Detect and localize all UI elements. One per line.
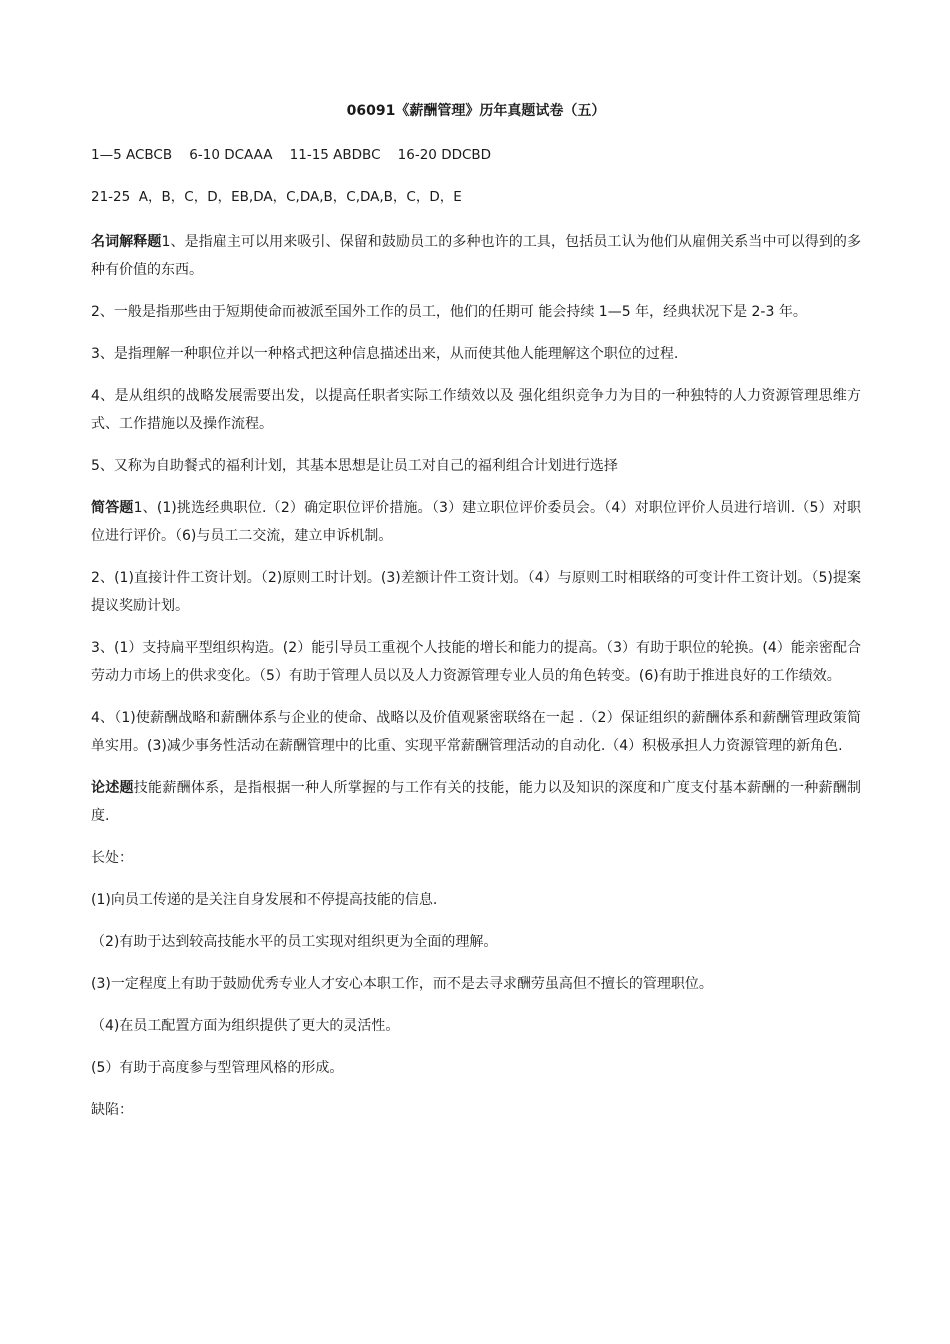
- document-title: 06091《薪酬管理》历年真题试卷（五）: [346, 103, 606, 119]
- short-paragraph-1: [91, 494, 861, 550]
- term-paragraph-4: 4、是从组织的战略发展需要出发，以提高任职者实际工作绩效以及 强化组织竞争力为目的一种独特的人力资源管理思维方式、工作措施以及操作流程。: [91, 388, 861, 432]
- short-paragraph-3: 3、(1）支持扁平型组织构造。(2）能引导员工重视个人技能的增长和能力的提高。（3）有助于职位的轮换。(4）能亲密配合劳动力市场上的供求变化。（5）有助于管理人员以及人力资源管理专业人员的角色转变。(6)有助于推进良好的工作绩效。: [91, 640, 861, 684]
- section-label-essay: 论述题: [91, 780, 134, 796]
- section-label-terms: 名词解释题: [91, 234, 162, 250]
- answer-key-line-1: 1—5 ACBCB 6-10 DCAAA 11-15 ABDBC 16-20 DDCBD: [91, 147, 492, 163]
- section-label-short: 简答题: [91, 500, 134, 516]
- essay-intro-paragraph: [91, 774, 861, 830]
- advantage-item-2: （2)有助于达到较高技能水平的员工实现对组织更为全面的理解。: [91, 934, 498, 950]
- term-paragraph-2: 2、一般是指那些由于短期使命而被派至国外工作的员工，他们的任期可 能会持续 1—5 年，经典状况下是 2-3 年。: [91, 304, 807, 320]
- short-text-1: 1、(1)挑选经典职位.（2）确定职位评价措施。（3）建立职位评价委员会。（4）对职位评价人员进行培训.（5）对职位进行评价。（6)与员工二交流，建立申诉机制。: [91, 500, 862, 544]
- term-paragraph-1: [91, 228, 861, 284]
- disadvantages-label: 缺陷：: [91, 1102, 133, 1118]
- advantage-item-4: （4)在员工配置方面为组织提供了更大的灵活性。: [91, 1018, 400, 1034]
- advantage-item-3: (3)一定程度上有助于鼓励优秀专业人才安心本职工作，而不是去寻求酬劳虽高但不擅长的管理职位。: [91, 976, 713, 992]
- short-paragraph-2: 2、(1)直接计件工资计划。（2)原则工时计划。(3)差额计件工资计划。（4）与原则工时相联络的可变计件工资计划。（5)提案提议奖励计划。: [91, 570, 861, 614]
- term-paragraph-3: 3、是指理解一种职位并以一种格式把这种信息描述出来，从而使其他人能理解这个职位的过程.: [91, 346, 679, 362]
- advantage-item-1: (1)向员工传递的是关注自身发展和不停提高技能的信息.: [91, 892, 438, 908]
- term-paragraph-5: 5、又称为自助餐式的福利计划，其基本思想是让员工对自己的福利组合计划进行选择: [91, 458, 618, 474]
- document-page: [91, 100, 861, 1138]
- short-paragraph-4: 4、（1)使薪酬战略和薪酬体系与企业的使命、战略以及价值观紧密联络在一起 .（2）保证组织的薪酬体系和薪酬管理政策简单实用。(3)减少事务性活动在薪酬管理中的比重、实现平常薪酬管理活动的自动化.（4）积极承担人力资源管理的新角色.: [91, 710, 861, 754]
- answer-key-line-2: 21-25 A，B，C，D，EB,DA，C,DA,B，C,DA,B，C，D，E: [91, 189, 462, 205]
- advantages-label: 长处：: [91, 850, 133, 866]
- term-text-1: 1、是指雇主可以用来吸引、保留和鼓励员工的多种也许的工具，包括员工认为他们从雇佣关系当中可以得到的多种有价值的东西。: [91, 234, 862, 278]
- advantage-item-5: (5）有助于高度参与型管理风格的形成。: [91, 1060, 344, 1076]
- essay-intro-text: 技能薪酬体系，是指根据一种人所掌握的与工作有关的技能，能力以及知识的深度和广度支付基本薪酬的一种薪酬制度.: [91, 780, 862, 824]
